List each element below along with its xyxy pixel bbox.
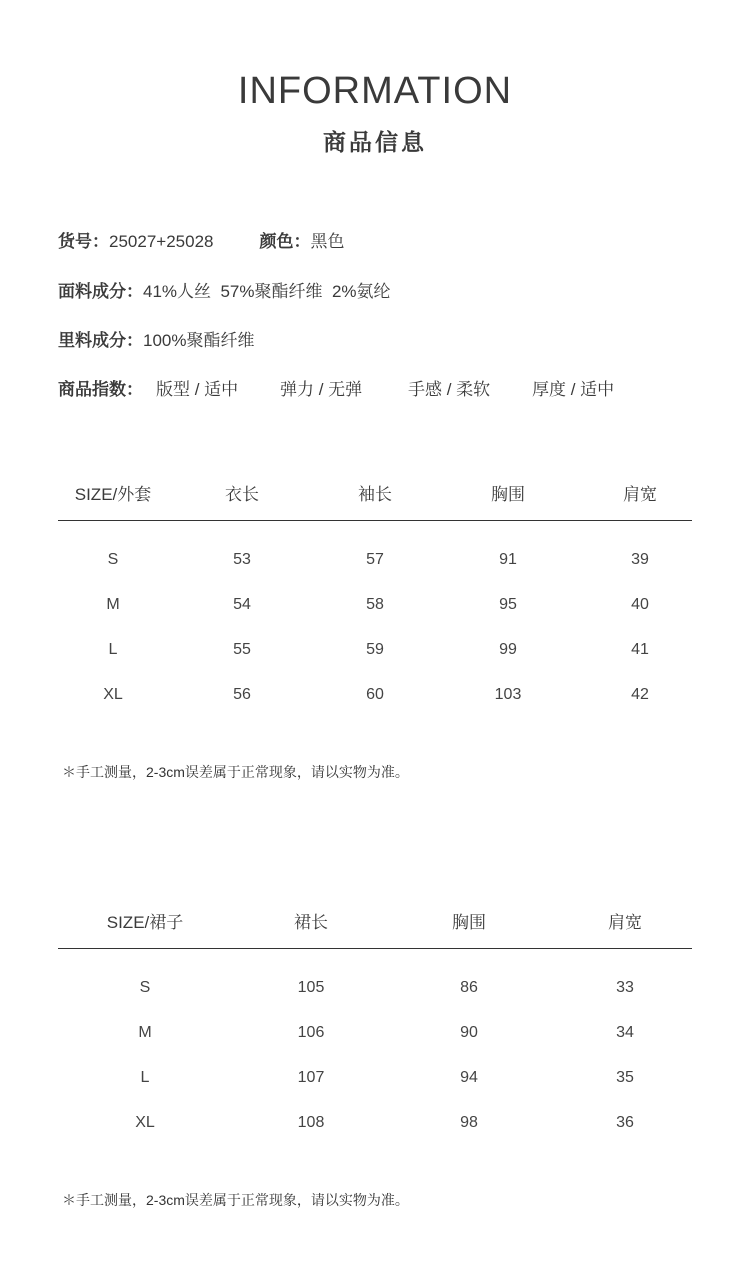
- value-cell: 39: [631, 551, 649, 568]
- value-cell: 95: [499, 596, 517, 613]
- lining-value: 100%聚酯纤维: [143, 331, 255, 350]
- table-row: [58, 641, 692, 665]
- header-cell: SIZE/裙子: [106, 913, 184, 932]
- value-cell: 40: [631, 596, 649, 613]
- header-cell: 衣长: [225, 485, 259, 504]
- index-stretch: 弹力 / 无弹: [280, 380, 363, 399]
- size-cell: S: [139, 979, 151, 996]
- value-cell: 105: [297, 979, 325, 996]
- value-cell: 107: [297, 1069, 325, 1086]
- size-cell: XL: [135, 1114, 155, 1131]
- value-cell: 36: [616, 1114, 634, 1131]
- table-row: [58, 551, 692, 575]
- color-label: 颜色：: [259, 232, 311, 251]
- value-cell: 41: [631, 641, 649, 658]
- table-row: [58, 596, 692, 620]
- value-cell: 53: [233, 551, 251, 568]
- index-fit: 版型 / 适中: [156, 380, 239, 399]
- header-cell: 肩宽: [623, 485, 657, 504]
- header-cell: 袖长: [358, 485, 392, 504]
- jacket-table-header: [58, 470, 692, 521]
- header-cell: 胸围: [452, 913, 486, 932]
- size-cell: L: [108, 641, 118, 658]
- jacket-size-table: [58, 470, 692, 703]
- value-cell: 57: [366, 551, 384, 568]
- value-cell: 103: [494, 686, 522, 703]
- fabric-label: 面料成分：: [58, 282, 143, 301]
- value-cell: 59: [366, 641, 384, 658]
- table-row: [58, 979, 692, 1003]
- value-cell: 35: [616, 1069, 634, 1086]
- value-cell: 34: [616, 1024, 634, 1041]
- value-cell: 86: [460, 979, 478, 996]
- index-feel: 手感 / 柔软: [408, 380, 491, 399]
- header-cell: SIZE/外套: [74, 485, 152, 504]
- value-cell: 55: [233, 641, 251, 658]
- value-cell: 42: [631, 686, 649, 703]
- table-row: [58, 686, 692, 710]
- value-cell: 56: [233, 686, 251, 703]
- table-row: [58, 1024, 692, 1048]
- value-cell: 98: [460, 1114, 478, 1131]
- size-cell: XL: [103, 686, 123, 703]
- value-cell: 54: [233, 596, 251, 613]
- info-row-lining: [58, 326, 254, 351]
- value-cell: 106: [297, 1024, 325, 1041]
- lining-label: 里料成分：: [58, 331, 143, 350]
- page-title-en: INFORMATION: [237, 70, 513, 112]
- value-cell: 94: [460, 1069, 478, 1086]
- item-no-label: 货号：: [58, 232, 109, 251]
- header-cell: 肩宽: [608, 913, 642, 932]
- jacket-measure-note: ＊手工测量，2-3cm误差属于正常现象，请以实物为准。: [62, 764, 409, 780]
- table-row: [58, 1114, 692, 1138]
- value-cell: 58: [366, 596, 384, 613]
- size-cell: M: [138, 1024, 152, 1041]
- index-label: 商品指数：: [58, 380, 143, 399]
- table-row: [58, 1069, 692, 1093]
- color-value: 黑色: [310, 232, 345, 251]
- header-cell: 裙长: [294, 913, 328, 932]
- index-thickness: 厚度 / 适中: [532, 380, 615, 399]
- size-cell: S: [107, 551, 119, 568]
- value-cell: 108: [297, 1114, 325, 1131]
- skirt-size-table: [58, 898, 692, 1131]
- value-cell: 99: [499, 641, 517, 658]
- item-no-value: 25027+25028: [109, 232, 214, 251]
- fabric-value: 41%人丝 57%聚酯纤维 2%氨纶: [143, 282, 391, 301]
- info-row-index: [58, 375, 615, 400]
- skirt-measure-note: ＊手工测量，2-3cm误差属于正常现象，请以实物为准。: [62, 1192, 409, 1208]
- page-title-cn: 商品信息: [323, 129, 427, 155]
- skirt-table-header: [58, 898, 692, 949]
- size-cell: M: [106, 596, 120, 613]
- info-row-fabric: [58, 277, 391, 302]
- value-cell: 33: [616, 979, 634, 996]
- value-cell: 60: [366, 686, 384, 703]
- header-cell: 胸围: [491, 485, 525, 504]
- size-cell: L: [140, 1069, 150, 1086]
- info-row-item-color: [58, 227, 344, 252]
- value-cell: 90: [460, 1024, 478, 1041]
- value-cell: 91: [499, 551, 517, 568]
